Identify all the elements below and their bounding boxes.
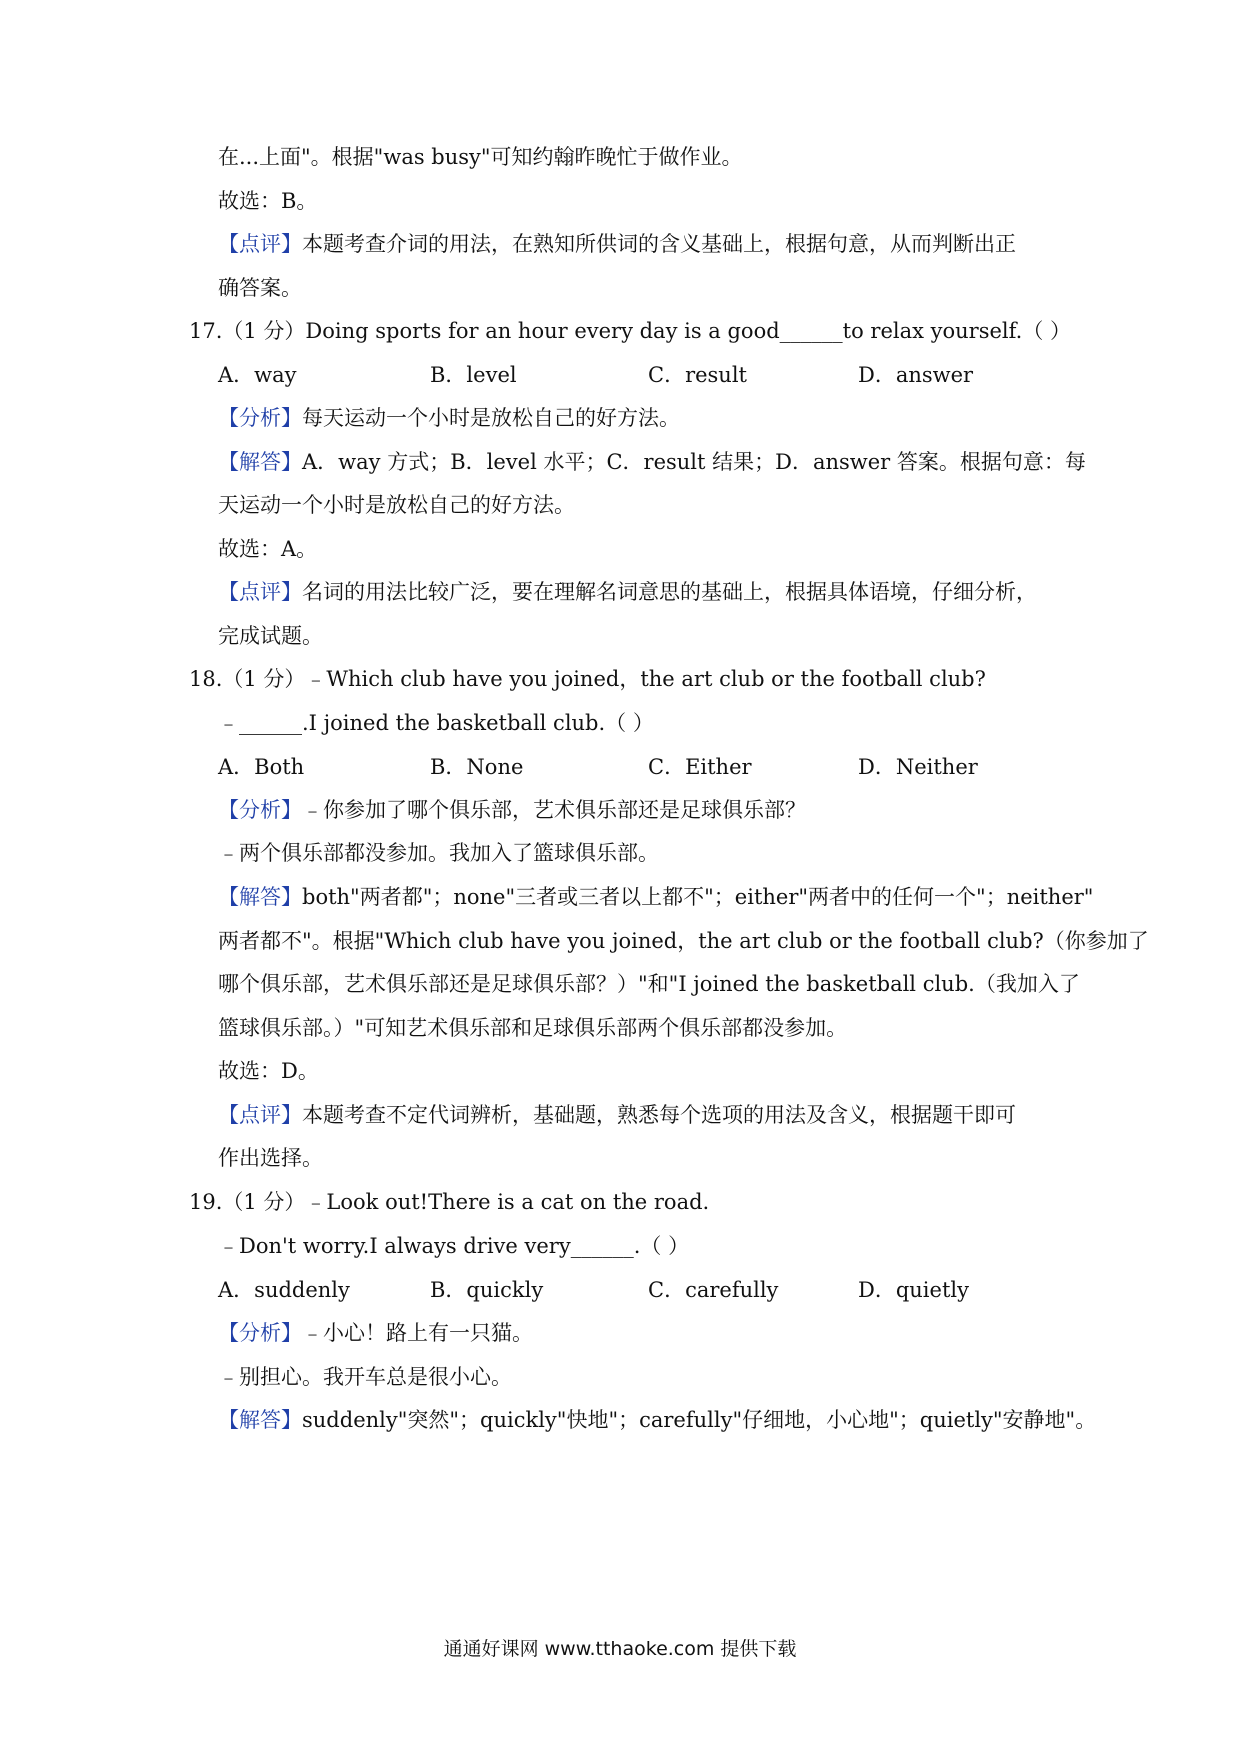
option-a: A．suddenly — [218, 1278, 350, 1302]
comment-line — [218, 577, 1058, 607]
question-19-stem: 19.（1 分）﹣Look out!There is a cat on the road. — [189, 1190, 710, 1214]
comment-line: 作出选择。 — [218, 1146, 323, 1170]
answer-line: 哪个俱乐部，艺术俱乐部还是足球俱乐部？）"和"I joined the basketball club.（我加入了 — [218, 972, 1080, 996]
analysis-tag: 【分析】 — [218, 1321, 302, 1345]
answer-text: both"两者都"；none"三者或三者以上都不"；either"两者中的任何一个"；neither" — [302, 885, 1094, 909]
analysis-line: ﹣别担心。我开车总是很小心。 — [218, 1365, 512, 1389]
answer-text: A．way 方式；B．level 水平；C．result 结果；D．answer 答案。根据句意：每 — [302, 450, 1086, 474]
option-a: A．way — [218, 363, 297, 387]
option-d: D．quietly — [858, 1278, 969, 1302]
analysis-line: ﹣两个俱乐部都没参加。我加入了篮球俱乐部。 — [218, 841, 659, 865]
answer-line: 篮球俱乐部。）"可知艺术俱乐部和足球俱乐部两个俱乐部都没参加。 — [218, 1016, 848, 1040]
option-c: C．carefully — [648, 1278, 779, 1302]
comment-line: 完成试题。 — [218, 624, 323, 648]
comment-tag: 【点评】 — [218, 580, 302, 604]
answer-line — [218, 447, 1086, 477]
answer-tag: 【解答】 — [218, 450, 302, 474]
comment-tag: 【点评】 — [218, 232, 302, 256]
option-b: B．quickly — [430, 1278, 544, 1302]
option-b: B．level — [430, 363, 517, 387]
answer-line: 两者都不"。根据"Which club have you joined，the art club or the football club?（你参加了 — [218, 929, 1149, 953]
question-17-options — [218, 360, 1058, 390]
analysis-text: 每天运动一个小时是放松自己的好方法。 — [302, 406, 680, 430]
question-18-stem-2: ﹣______.I joined the basketball club.（ ） — [218, 711, 654, 735]
comment-line — [218, 229, 1058, 259]
answer-line — [218, 1405, 1097, 1435]
comment-line — [218, 1100, 1058, 1130]
analysis-line — [218, 795, 1058, 825]
option-c: C．result — [648, 363, 747, 387]
analysis-line — [218, 1318, 1058, 1348]
question-18-options — [218, 752, 1058, 782]
choice-line: 故选：D。 — [218, 1059, 319, 1083]
page-footer: 通通好课网 www.tthaoke.com 提供下载 — [443, 1638, 797, 1660]
analysis-line — [218, 403, 1058, 433]
answer-tag: 【解答】 — [218, 885, 302, 909]
option-b: B．None — [430, 755, 524, 779]
option-d: D．answer — [858, 363, 974, 387]
choice-line: 故选：A。 — [218, 537, 318, 561]
answer-tag: 【解答】 — [218, 1408, 302, 1432]
comment-tag: 【点评】 — [218, 1103, 302, 1127]
analysis-tag: 【分析】 — [218, 406, 302, 430]
option-c: C．Either — [648, 755, 752, 779]
answer-text: suddenly"突然"；quickly"快地"；carefully"仔细地，小心地"；quietly"安静地"。 — [302, 1408, 1097, 1432]
question-19-stem-2: ﹣Don't worry.I always drive very______.（ ） — [218, 1234, 690, 1258]
question-18-stem: 18.（1 分）﹣Which club have you joined，the art club or the football club? — [189, 667, 986, 691]
comment-text: 本题考查介词的用法，在熟知所供词的含义基础上，根据句意，从而判断出正 — [302, 232, 1016, 256]
comment-text: 名词的用法比较广泛，要在理解名词意思的基础上，根据具体语境，仔细分析， — [302, 580, 1037, 604]
comment-text: 本题考查不定代词辨析，基础题，熟悉每个选项的用法及含义，根据题干即可 — [302, 1103, 1016, 1127]
answer-line: 天运动一个小时是放松自己的好方法。 — [218, 493, 575, 517]
option-d: D．Neither — [858, 755, 978, 779]
analysis-text: ﹣你参加了哪个俱乐部，艺术俱乐部还是足球俱乐部？ — [302, 798, 806, 822]
analysis-text: ﹣小心！路上有一只猫。 — [302, 1321, 533, 1345]
question-17-stem: 17.（1 分）Doing sports for an hour every day is a good______to relax yourself.（ ） — [189, 319, 1071, 343]
analysis-tag: 【分析】 — [218, 798, 302, 822]
text-line: 在...上面"。根据"was busy"可知约翰昨晚忙于做作业。 — [218, 145, 743, 169]
text-line: 确答案。 — [218, 276, 302, 300]
option-a: A．Both — [218, 755, 305, 779]
answer-line — [218, 882, 1094, 912]
text-line: 故选：B。 — [218, 189, 318, 213]
question-19-options — [218, 1275, 1058, 1305]
